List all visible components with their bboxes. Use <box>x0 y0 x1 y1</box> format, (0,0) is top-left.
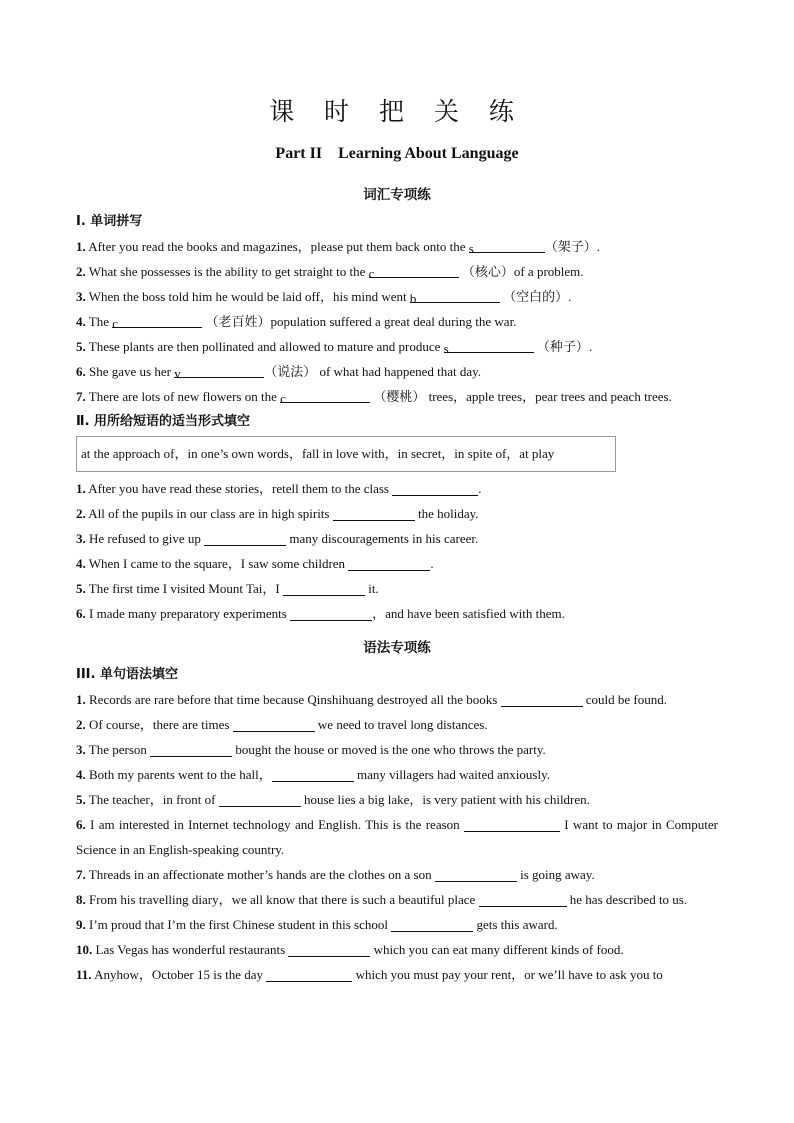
question-number: 4. <box>76 314 86 329</box>
hint-letter: s <box>443 341 449 356</box>
answer-blank[interactable] <box>435 866 517 882</box>
question-text: After you have read these stories，retell them to the class <box>85 481 393 496</box>
hint-letter: c <box>280 391 286 406</box>
answer-blank[interactable] <box>348 555 430 571</box>
question-item <box>76 812 718 862</box>
question-text: The teacher，in front of <box>85 792 219 807</box>
answer-blank[interactable] <box>392 480 478 496</box>
question-text: The <box>85 314 113 329</box>
answer-blank[interactable] <box>290 605 372 621</box>
question-text: When the boss told him he would be laid off，his mind went <box>85 289 410 304</box>
question-item <box>76 526 718 551</box>
question-number: 10. <box>76 942 93 957</box>
question-text: The person <box>85 742 151 757</box>
question-text: All of the pupils in our class are in high spirits <box>85 506 333 521</box>
answer-blank[interactable] <box>443 337 534 356</box>
answer-blank[interactable] <box>272 766 354 782</box>
question-number: 8. <box>76 892 86 907</box>
grammar-section-title: 语法专项练 <box>363 640 431 656</box>
hint-letter: c <box>112 316 119 331</box>
question-number: 6. <box>76 817 86 832</box>
phrase-list <box>76 476 718 626</box>
answer-blank[interactable] <box>150 741 232 757</box>
answer-blank[interactable] <box>288 941 370 957</box>
question-text: He refused to give up <box>85 531 205 546</box>
answer-blank[interactable] <box>409 287 500 306</box>
question-number: 7. <box>76 867 86 882</box>
question-text: Threads in an affectionate mother’s hands are the clothes on a son <box>85 867 435 882</box>
phrase-bank: at the approach of，in one’s own words，fall in love with，in secret，in spite of，at play <box>76 436 616 472</box>
question-text: which you must pay your rent，or we’ll have to ask you to <box>352 967 663 982</box>
question-item <box>76 912 718 937</box>
question-number: 4. <box>76 556 86 571</box>
question-number: 2. <box>76 506 86 521</box>
question-item <box>76 501 718 526</box>
answer-blank[interactable] <box>219 791 301 807</box>
answer-blank[interactable] <box>391 916 473 932</box>
question-text: Of course，there are times <box>85 717 233 732</box>
answer-blank[interactable] <box>333 505 415 521</box>
hint-letter: v <box>174 366 181 381</box>
question-item <box>76 737 718 762</box>
question-item <box>76 862 718 887</box>
answer-blank[interactable] <box>283 580 365 596</box>
question-text: house lies a big lake，is very patient with his children. <box>300 792 590 807</box>
grammar-subtitle: III. 单句语法填空 <box>76 667 178 682</box>
answer-blank[interactable] <box>174 362 264 381</box>
question-item <box>76 687 718 712</box>
question-number: 11. <box>76 967 92 982</box>
question-text: （说法） of what had happened that day. <box>264 364 482 379</box>
question-item <box>76 551 718 576</box>
answer-blank[interactable] <box>266 966 352 982</box>
question-text: I’m proud that I’m the first Chinese student in this school <box>85 917 392 932</box>
question-number: 5. <box>76 339 86 354</box>
question-text: the holiday. <box>414 506 479 521</box>
answer-blank[interactable] <box>112 312 202 331</box>
question-item <box>76 334 718 359</box>
question-item <box>76 787 718 812</box>
question-number: 6. <box>76 606 86 621</box>
question-number: 1. <box>76 481 86 496</box>
question-text: （种子）. <box>533 339 593 354</box>
question-number: 7. <box>76 389 86 404</box>
question-text: we need to travel long distances. <box>314 717 488 732</box>
question-text: The first time I visited Mount Tai，I <box>85 581 283 596</box>
question-item <box>76 384 718 409</box>
question-text: From his travelling diary，we all know that there is such a beautiful place <box>85 892 479 907</box>
question-item <box>76 601 718 626</box>
question-text: . <box>478 481 482 496</box>
question-text: many discouragements in his career. <box>286 531 479 546</box>
question-number: 3. <box>76 531 86 546</box>
hint-letter: s <box>468 241 474 256</box>
question-number: 3. <box>76 742 86 757</box>
question-text: When I came to the square，I saw some children <box>85 556 349 571</box>
question-text: （架子）. <box>544 239 601 254</box>
question-text: After you read the books and magazines，please put them back onto the <box>85 239 469 254</box>
question-item <box>76 259 718 284</box>
question-text: Both my parents went to the hall， <box>85 767 272 782</box>
question-item <box>76 962 718 987</box>
answer-blank[interactable] <box>280 387 370 406</box>
question-text: I want to major in Computer Science in an English-speaking country. <box>76 817 718 857</box>
question-number: 5. <box>76 581 86 596</box>
question-text: could be found. <box>582 692 668 707</box>
question-item <box>76 576 718 601</box>
question-text: Records are rare before that time because Qinshihuang destroyed all the books <box>85 692 501 707</box>
question-text: Las Vegas has wonderful restaurants <box>92 942 289 957</box>
question-item <box>76 309 718 334</box>
question-number: 1. <box>76 692 86 707</box>
question-item <box>76 359 718 384</box>
vocab-section-title: 词汇专项练 <box>363 187 431 203</box>
answer-blank[interactable] <box>501 691 583 707</box>
main-title: 课 时 把 关 练 <box>269 97 525 126</box>
question-number: 2. <box>76 264 86 279</box>
question-number: 5. <box>76 792 86 807</box>
question-number: 6. <box>76 364 86 379</box>
question-text: bought the house or moved is the one who throws the party. <box>232 742 546 757</box>
question-text: What she possesses is the ability to get straight to the <box>85 264 369 279</box>
question-text: There are lots of new flowers on the <box>85 389 281 404</box>
part-title: Part II Learning About Language <box>275 145 519 162</box>
answer-blank[interactable] <box>368 262 459 281</box>
grammar-list <box>76 687 718 987</box>
question-number: 9. <box>76 917 86 932</box>
question-number: 2. <box>76 717 86 732</box>
question-number: 1. <box>76 239 86 254</box>
question-text: （空白的）. <box>499 289 572 304</box>
question-text: . <box>430 556 434 571</box>
question-item <box>76 762 718 787</box>
question-item <box>76 284 718 309</box>
question-text: （老百姓）population suffered a great deal during the war. <box>202 314 517 329</box>
answer-blank[interactable] <box>464 816 560 832</box>
phrases-subtitle: Ⅱ. 用所给短语的适当形式填空 <box>76 414 251 429</box>
question-item <box>76 476 718 501</box>
question-number: 4. <box>76 767 86 782</box>
question-item <box>76 712 718 737</box>
question-text: Anyhow，October 15 is the day <box>91 967 267 982</box>
answer-blank[interactable] <box>468 237 545 256</box>
question-text: is going away. <box>516 867 595 882</box>
spelling-list <box>76 234 718 409</box>
hint-letter: b <box>409 291 417 306</box>
worksheet-page <box>76 92 718 987</box>
question-text: it. <box>364 581 379 596</box>
question-text: （核心）of a problem. <box>458 264 584 279</box>
question-text: ，and have been satisfied with them. <box>372 606 565 621</box>
answer-blank[interactable] <box>479 891 567 907</box>
question-text: These plants are then pollinated and allowed to mature and produce <box>85 339 444 354</box>
question-item <box>76 234 718 259</box>
question-text: She gave us her <box>85 364 175 379</box>
hint-letter: c <box>368 266 375 281</box>
question-number: 3. <box>76 289 86 304</box>
question-text: （樱桃） trees，apple trees，pear trees and peach trees. <box>370 389 672 404</box>
question-text: gets this award. <box>473 917 558 932</box>
question-item <box>76 937 718 962</box>
question-text: he has described to us. <box>566 892 688 907</box>
question-item <box>76 887 718 912</box>
question-text: many villagers had waited anxiously. <box>353 767 550 782</box>
answer-blank[interactable] <box>204 530 286 546</box>
answer-blank[interactable] <box>233 716 315 732</box>
spelling-subtitle: Ⅰ. 单词拼写 <box>76 214 143 229</box>
question-text: I am interested in Internet technology and English. This is the reason <box>85 817 464 832</box>
question-text: I made many preparatory experiments <box>85 606 291 621</box>
question-text: which you can eat many different kinds of food. <box>370 942 624 957</box>
